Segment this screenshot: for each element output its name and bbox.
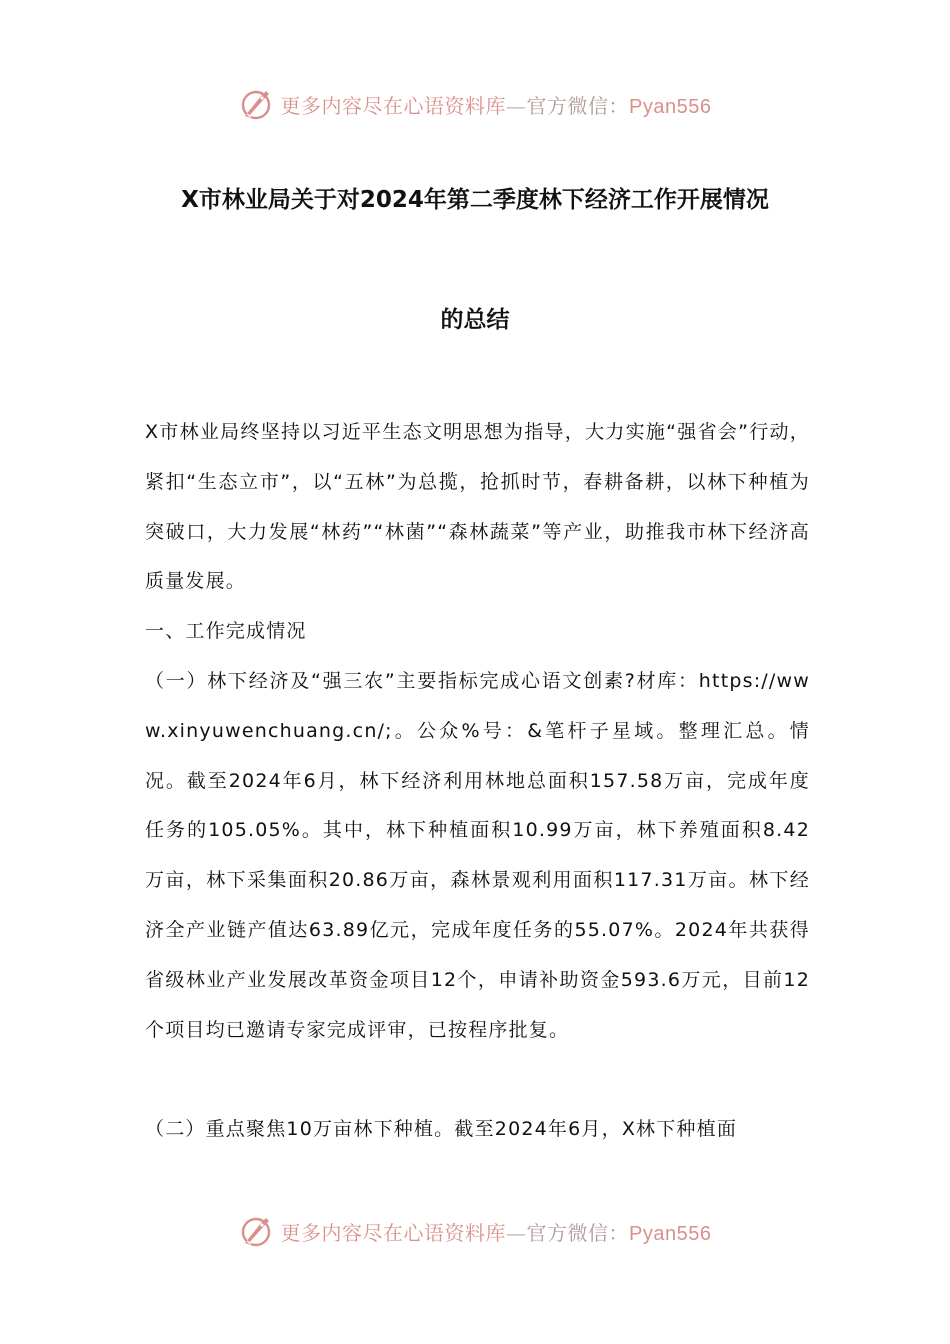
document-title-line1: X市林业局关于对2024年第二季度林下经济工作开展情况 <box>181 187 769 213</box>
banner-dash: — <box>506 1220 527 1245</box>
intro-paragraph: X市林业局终坚持以习近平生态文明思想为指导，大力实施“强省会”行动，紧扣“生态立市”，以“五林”为总揽，抢抓时节，春耕备耕，以林下种植为突破口，大力发展“林药”“林菌”“森林蔬菜”等产业，助推我市林下经济高质量发展。 <box>145 421 810 593</box>
pen-logo-icon <box>239 1213 275 1249</box>
banner-wechat-id: Pyan556 <box>629 1222 712 1245</box>
banner-slogan: 更多内容尽在心语资料库 <box>280 1220 507 1245</box>
banner-dash: — <box>506 93 527 118</box>
banner-slogan: 更多内容尽在心语资料库 <box>280 93 507 118</box>
subsection-1-paragraph: （一）林下经济及“强三农”主要指标完成心语文创素?材库：https://www.xinyuwenchuang.cn/;。公众%号：&笔杆子星域。整理汇总。情况。截至2024年6月，林下经济利用林地总面积157.58万亩，完成年度任务的105.05%。其中，林下种植面积10.99万亩，林下养殖面积8.42万亩，林下采集面积20.86万亩，森林景观利用面积117.31万亩。林下经济全产业链产值达63.89亿元，完成年度任务的55.07%。2024年共获得省级林业产业发展改革资金项目12个，申请补助资金593.6万元，目前12个项目均已邀请专家完成评审，已按程序批复。 <box>145 670 810 1041</box>
subsection-2-paragraph: （二）重点聚焦10万亩林下种植。截至2024年6月，X林下种植面 <box>145 1118 738 1140</box>
document-title-line2: 的总结 <box>440 307 510 333</box>
section-heading: 一、工作完成情况 <box>145 620 307 642</box>
banner-official-label: 官方微信： <box>526 1220 630 1245</box>
banner-text <box>281 1217 712 1246</box>
footer-banner <box>0 1211 950 1251</box>
banner-official-label: 官方微信： <box>526 93 630 118</box>
banner-wechat-id: Pyan556 <box>629 95 712 118</box>
pen-logo-icon <box>239 86 275 122</box>
banner-text <box>281 90 712 119</box>
header-banner <box>0 84 950 124</box>
